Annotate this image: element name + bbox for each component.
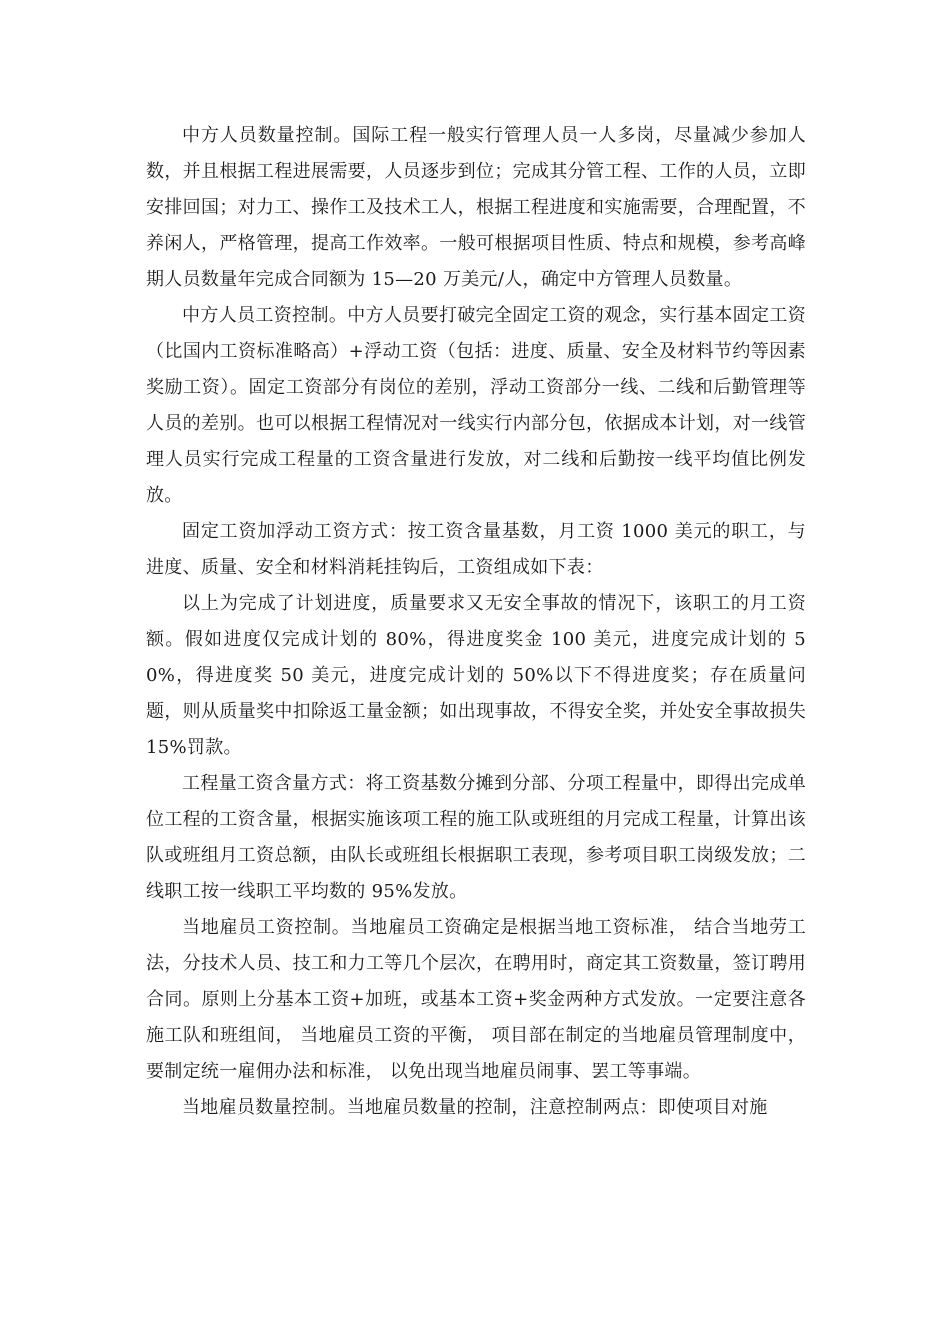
paragraph-workload-wage-method: 工程量工资含量方式：将工资基数分摊到分部、分项工程量中，即得出完成单位工程的工资含量，根据实施该项工程的施工队或班组的月完成工程量，计算出该队或班组月工资总额，由队长或班组长根据职工表现，参考项目职工岗级发放；二线职工按一线职工平均数的 95%发放。 (146, 773, 806, 902)
paragraph-local-employee-wages: 当地雇员工资控制。当地雇员工资确定是根据当地工资标准， 结合当地劳工法，分技术人员、技工和力工等几个层次，在聘用时，商定其工资数量，签订聘用合同。原则上分基本工资+加班，或基本工资+奖金两种方式发放。一定要注意各施工队和班组间， 当地雇员工资的平衡， 项目部在制定的当地雇员管理制度中，要制定统一雇佣办法和标准， 以免出现当地雇员闹事、罢工等事端。 (146, 917, 806, 1082)
paragraph-wage-example: 以上为完成了计划进度，质量要求又无安全事故的情况下，该职工的月工资额。假如进度仅完成计划的 80%，得进度奖金 100 美元，进度完成计划的 50%，得进度奖 50 美元，进度完成计划的 50%以下不得进度奖；存在质量问题，则从质量奖中扣除返工量金额；如出现事故，不得安全奖，并处安全事故损失 15%罚款。 (146, 593, 806, 758)
document-body (146, 118, 806, 1126)
paragraph-local-employee-headcount: 当地雇员数量控制。当地雇员数量的控制，注意控制两点：即使项目对施 (182, 1097, 768, 1118)
paragraph-chinese-staff-wages: 中方人员工资控制。中方人员要打破完全固定工资的观念，实行基本固定工资（比国内工资标准略高）+浮动工资（包括：进度、质量、安全及材料节约等因素奖励工资）。固定工资部分有岗位的差别，浮动工资部分一线、二线和后勤管理等人员的差别。也可以根据工程情况对一线实行内部分包，依据成本计划，对一线管理人员实行完成工程量的工资含量进行发放，对二线和后勤按一线平均值比例发放。 (146, 305, 806, 506)
paragraph-fixed-plus-floating-wage: 固定工资加浮动工资方式：按工资含量基数，月工资 1000 美元的职工，与进度、质量、安全和材料消耗挂钩后，工资组成如下表： (146, 521, 806, 578)
paragraph-chinese-staff-headcount: 中方人员数量控制。国际工程一般实行管理人员一人多岗，尽量减少参加人数，并且根据工程进展需要，人员逐步到位；完成其分管工程、工作的人员，立即安排回国；对力工、操作工及技术工人，根据工程进度和实施需要，合理配置，不养闲人，严格管理，提高工作效率。一般可根据项目性质、特点和规模，参考高峰期人员数量年完成合同额为 15—20 万美元/人，确定中方管理人员数量。 (146, 125, 806, 290)
